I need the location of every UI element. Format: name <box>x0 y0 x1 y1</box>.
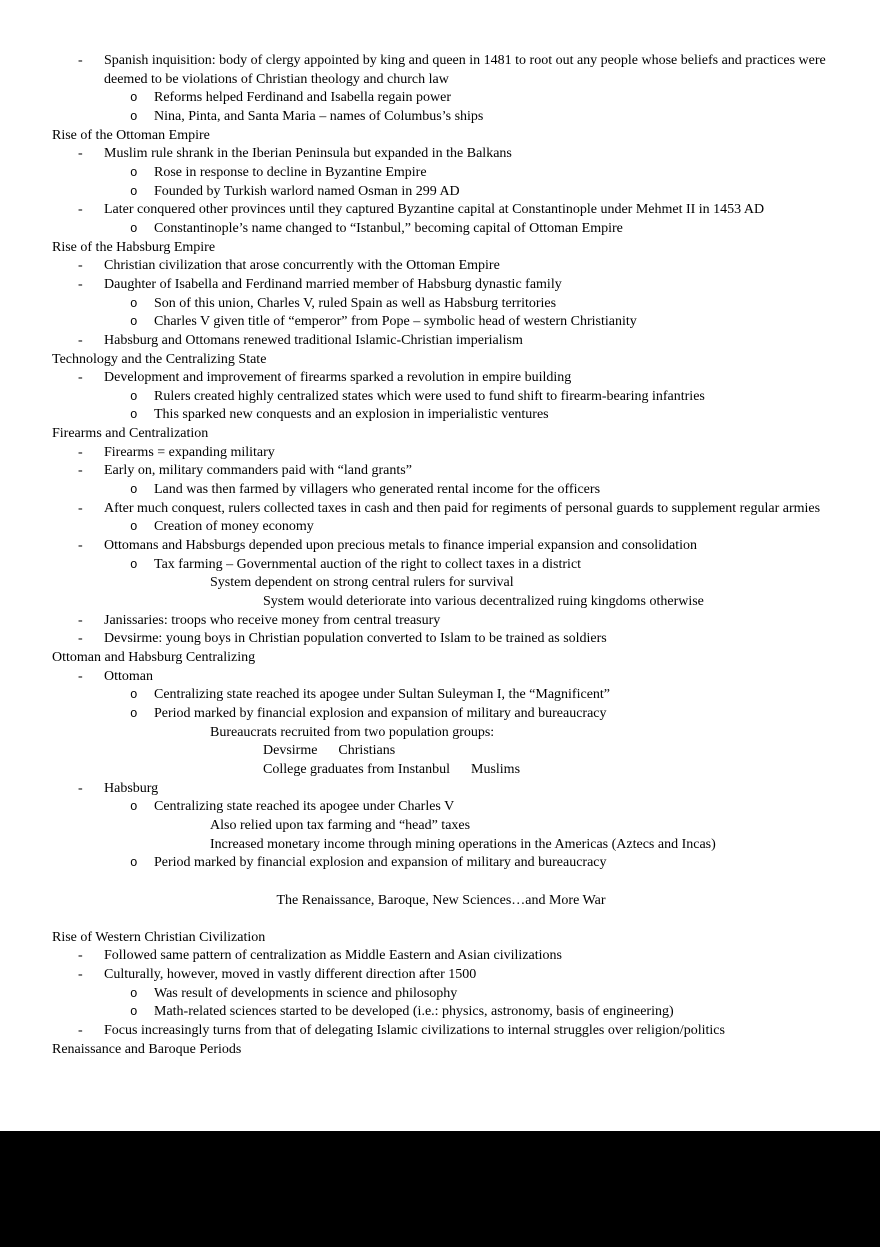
dash-bullet: - <box>78 500 83 516</box>
circle-bullet: o <box>130 296 138 311</box>
circle-bullet: o <box>130 109 138 124</box>
circle-bullet: o <box>130 1005 138 1020</box>
line-text: Development and improvement of firearms sparked a revolution in empire building <box>104 370 572 386</box>
line-text: Rise of the Habsburg Empire <box>52 239 216 255</box>
circle-bullet: o <box>130 520 138 535</box>
line-text: Centralizing state reached its apogee under Charles V <box>154 799 455 815</box>
line-text: Creation of money economy <box>154 519 314 535</box>
note-line-level2 <box>52 556 830 575</box>
note-line-level2 <box>52 1003 830 1022</box>
dash-bullet: - <box>78 370 83 386</box>
note-line-level2 <box>52 686 830 705</box>
blank-line <box>52 910 830 929</box>
circle-bullet: o <box>130 91 138 106</box>
line-text: Period marked by financial explosion and expansion of military and bureaucracy <box>154 705 607 721</box>
note-line-level2 <box>52 164 830 183</box>
dash-bullet: - <box>78 668 83 684</box>
line-text: Devsirme: young boys in Christian population converted to Islam to be trained as soldiers <box>104 631 607 647</box>
dash-bullet: - <box>78 53 83 68</box>
line-text: Culturally, however, moved in vastly different direction after 1500 <box>104 967 477 983</box>
line-text: This sparked new conquests and an explosion in imperialistic ventures <box>154 407 549 423</box>
circle-bullet: o <box>130 483 138 498</box>
line-text: Also relied upon tax farming and “head” taxes <box>210 817 471 833</box>
dash-bullet: - <box>78 631 83 647</box>
section-heading <box>52 649 830 668</box>
line-text: System dependent on strong central rulers for survival <box>210 575 514 591</box>
dash-bullet: - <box>78 146 83 162</box>
section-heading <box>52 127 830 146</box>
circle-bullet: o <box>130 856 138 871</box>
note-line-level2 <box>52 798 830 817</box>
section-heading <box>52 425 830 444</box>
line-text: Ottoman <box>104 668 153 684</box>
note-line-level1 <box>52 612 830 631</box>
section-heading <box>52 1041 830 1060</box>
note-line-level1 <box>52 537 830 556</box>
line-text: Was result of developments in science and philosophy <box>154 985 458 1001</box>
line-text: Tax farming – Governmental auction of the right to collect taxes in a district <box>154 556 582 572</box>
line-text: Firearms and Centralization <box>52 426 209 442</box>
line-text: Devsirme Christians <box>263 743 396 759</box>
line-text: Later conquered other provinces until they captured Byzantine capital at Constantinople under Mehmet II in 1453 AD <box>104 202 765 218</box>
note-line-level1 <box>52 52 830 89</box>
dash-bullet: - <box>78 612 83 628</box>
note-line-level2 <box>52 406 830 425</box>
note-line-level2 <box>52 518 830 537</box>
line-text: Land was then farmed by villagers who generated rental income for the officers <box>154 482 601 498</box>
dash-bullet: - <box>78 463 83 479</box>
line-text: Ottomans and Habsburgs depended upon precious metals to finance imperial expansion and consolidation <box>104 538 698 554</box>
note-line-level1 <box>52 276 830 295</box>
line-text: Period marked by financial explosion and expansion of military and bureaucracy <box>154 855 607 871</box>
section-heading <box>52 929 830 948</box>
circle-bullet: o <box>130 986 138 1001</box>
line-text: Founded by Turkish warlord named Osman in 299 AD <box>154 183 460 199</box>
line-text: Constantinople’s name changed to “Istanbul,” becoming capital of Ottoman Empire <box>154 220 623 236</box>
line-text: The Renaissance, Baroque, New Sciences…and More War <box>276 892 606 908</box>
circle-bullet: o <box>130 800 138 815</box>
circle-bullet: o <box>130 389 138 404</box>
line-text: Habsburg <box>104 780 159 796</box>
line-text: Rise of Western Christian Civilization <box>52 929 266 945</box>
note-line-level1 <box>52 332 830 351</box>
dash-bullet: - <box>78 276 83 292</box>
note-line-level2 <box>52 481 830 500</box>
line-text: Daughter of Isabella and Ferdinand married member of Habsburg dynastic family <box>104 276 562 292</box>
circle-bullet: o <box>130 184 138 199</box>
dash-bullet: - <box>78 444 83 460</box>
note-line-level1 <box>52 369 830 388</box>
line-text: Focus increasingly turns from that of delegating Islamic civilizations to internal struggles over religion/politics <box>104 1023 725 1039</box>
note-line-level2 <box>52 89 830 108</box>
note-line-level1 <box>52 201 830 220</box>
line-text: Renaissance and Baroque Periods <box>52 1041 242 1057</box>
note-line-level1 <box>52 500 830 519</box>
dash-bullet: - <box>78 538 83 554</box>
note-line-level3 <box>52 836 830 855</box>
dash-bullet: - <box>78 258 83 274</box>
line-text: System would deteriorate into various decentralized ruing kingdoms otherwise <box>263 594 704 610</box>
line-text: Early on, military commanders paid with “land grants” <box>104 463 412 479</box>
dash-bullet: - <box>78 948 83 964</box>
circle-bullet: o <box>130 221 138 236</box>
note-line-level2 <box>52 220 830 239</box>
note-line-level1 <box>52 947 830 966</box>
centered-title <box>52 892 830 911</box>
line-text: Followed same pattern of centralization as Middle Eastern and Asian civilizations <box>104 948 562 964</box>
line-text: Christian civilization that arose concurrently with the Ottoman Empire <box>104 258 500 274</box>
line-text: Charles V given title of “emperor” from Pope – symbolic head of western Christianity <box>154 314 637 330</box>
line-text: College graduates from Instanbul Muslims <box>263 761 521 777</box>
note-line-level3 <box>52 574 830 593</box>
section-heading <box>52 351 830 370</box>
line-text: Centralizing state reached its apogee under Sultan Suleyman I, the “Magnificent” <box>154 687 611 703</box>
below-page-background <box>0 1131 880 1247</box>
document-content <box>52 52 830 1059</box>
line-text: Rose in response to decline in Byzantine Empire <box>154 164 427 180</box>
dash-bullet: - <box>78 332 83 348</box>
note-line-level2 <box>52 108 830 127</box>
note-line-level1 <box>52 145 830 164</box>
line-text: Habsburg and Ottomans renewed traditional Islamic-Christian imperialism <box>104 332 523 348</box>
note-line-level1 <box>52 444 830 463</box>
circle-bullet: o <box>130 557 138 572</box>
dash-bullet: - <box>78 780 83 796</box>
note-line-level1 <box>52 1022 830 1041</box>
note-line-level1 <box>52 668 830 687</box>
line-text: Ottoman and Habsburg Centralizing <box>52 650 256 665</box>
note-line-level2 <box>52 705 830 724</box>
line-text: Rulers created highly centralized states which were used to fund shift to firearm-bearing infantries <box>154 388 705 404</box>
line-text: Reforms helped Ferdinand and Isabella regain power <box>154 90 452 106</box>
line-text: Son of this union, Charles V, ruled Spain as well as Habsburg territories <box>154 295 557 311</box>
circle-bullet: o <box>130 315 138 330</box>
note-line-level2 <box>52 985 830 1004</box>
line-text: Technology and the Centralizing State <box>52 351 267 367</box>
dash-bullet: - <box>78 967 83 983</box>
note-line-level2 <box>52 295 830 314</box>
dash-bullet: - <box>78 1023 83 1039</box>
circle-bullet: o <box>130 165 138 180</box>
note-line-level3 <box>52 724 830 743</box>
dash-bullet: - <box>78 202 83 218</box>
line-text: Math-related sciences started to be developed (i.e.: physics, astronomy, basis of engineering) <box>154 1004 674 1020</box>
line-text: Bureaucrats recruited from two population groups: <box>210 724 495 740</box>
note-line-level1 <box>52 630 830 649</box>
note-line-level3 <box>52 817 830 836</box>
note-line-level1 <box>52 257 830 276</box>
note-line-level2 <box>52 313 830 332</box>
line-text: Nina, Pinta, and Santa Maria – names of Columbus’s ships <box>154 108 484 124</box>
note-line-level1 <box>52 462 830 481</box>
circle-bullet: o <box>130 408 138 423</box>
line-text: Increased monetary income through mining operations in the Americas (Aztecs and Incas) <box>210 836 716 852</box>
line-text: Firearms = expanding military <box>104 444 275 460</box>
note-line-level4 <box>52 761 830 780</box>
line-text: Janissaries: troops who receive money from central treasury <box>104 612 441 628</box>
note-line-level1 <box>52 780 830 799</box>
note-line-level4 <box>52 742 830 761</box>
section-heading <box>52 239 830 258</box>
note-line-level1 <box>52 966 830 985</box>
note-line-level4 <box>52 593 830 612</box>
note-line-level2 <box>52 854 830 873</box>
circle-bullet: o <box>130 706 138 721</box>
line-text: After much conquest, rulers collected taxes in cash and then paid for regiments of personal guards to supplement regular armies <box>104 500 821 516</box>
circle-bullet: o <box>130 688 138 703</box>
line-text: Muslim rule shrank in the Iberian Peninsula but expanded in the Balkans <box>104 146 512 162</box>
line-text: Spanish inquisition: body of clergy appointed by king and queen in 1481 to root out any people whose beliefs and practices were deemed to be violations of Christian theology and church law <box>104 53 830 87</box>
note-line-level2 <box>52 388 830 407</box>
blank-line <box>52 873 830 892</box>
note-line-level2 <box>52 183 830 202</box>
line-text: Rise of the Ottoman Empire <box>52 127 210 143</box>
